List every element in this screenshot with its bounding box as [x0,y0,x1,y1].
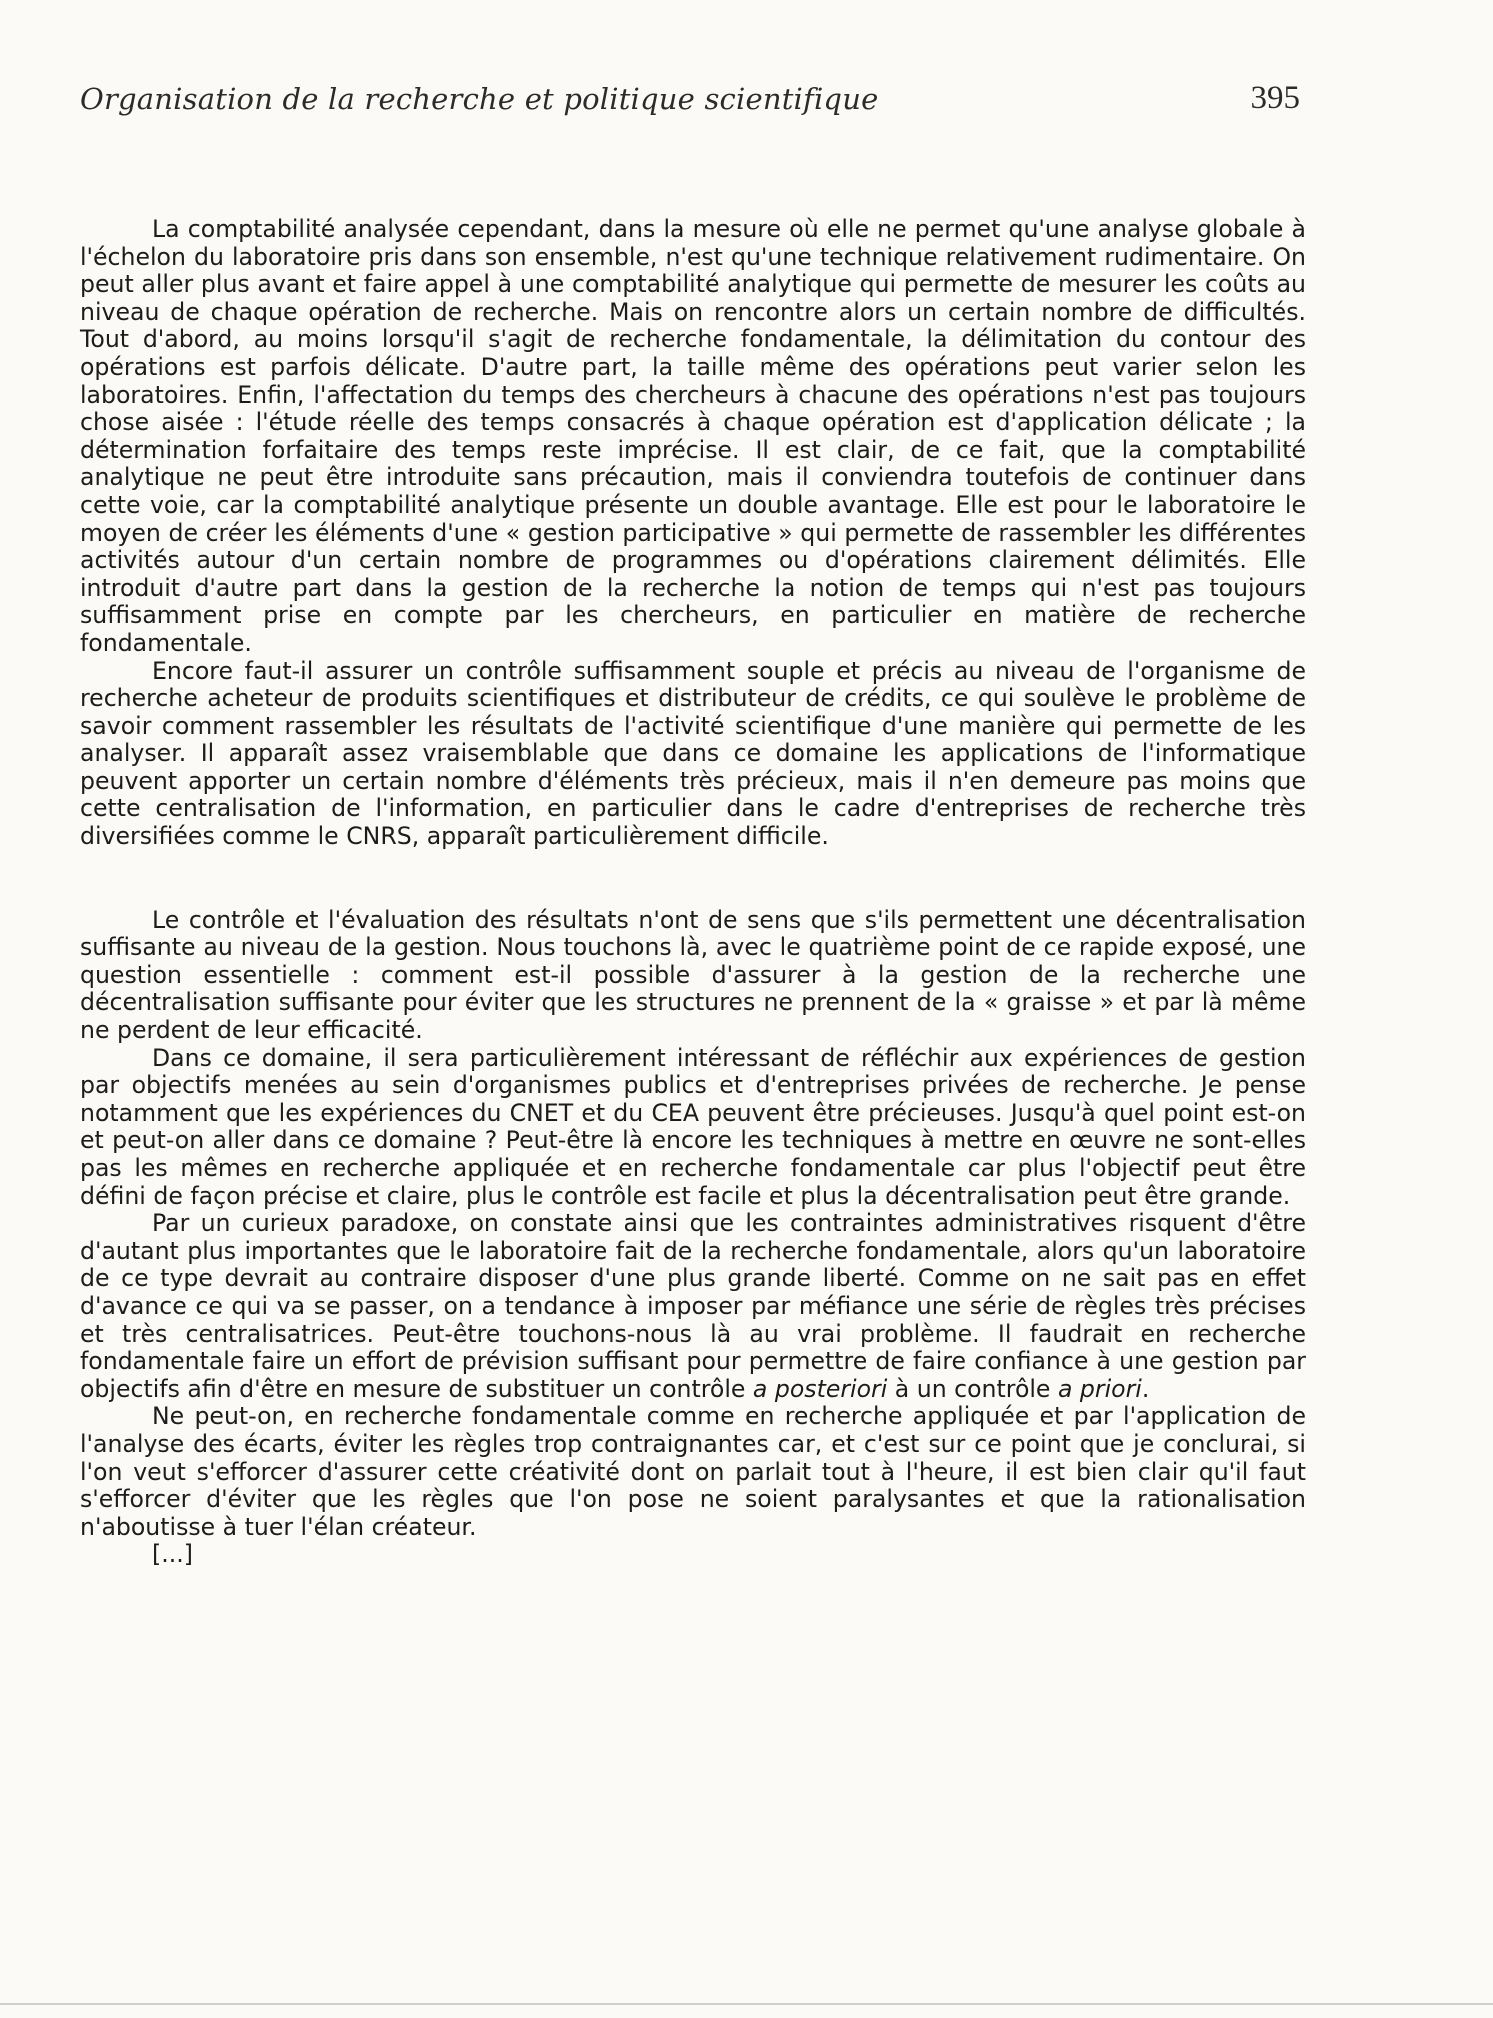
section-break [80,851,1306,907]
paragraph-decentralisation: Le contrôle et l'évaluation des résultats n'ont de sens que s'ils permettent une décentralisation suffisante au niveau de la gestion. Nous touchons là, avec le quatrième point de ce rapide exposé, une question essentielle : comment est-il possible d'assurer à la gestion de la recherche une décentralisation suffisante pour éviter que les structures ne prennent de la « graisse » et par là même ne perdent de leur efficacité. [80,905,1306,1045]
page-number: 395 [1250,80,1300,116]
page-bottom-edge [0,2003,1493,2005]
italic-a-priori: a priori [1057,1374,1142,1403]
running-title: Organisation de la recherche et politique scientifique [80,82,879,116]
running-head [80,82,1300,122]
ellipsis-marker: [...] [152,1540,193,1569]
paragraph-paradoxe [80,1210,1306,1403]
body-text [80,216,1306,1569]
paragraph-controle-organisme: Encore faut-il assurer un contrôle suffisamment souple et précis au niveau de l'organisme de recherche acheteur de produits scientifiques et distributeur de crédits, ce qui soulève le problème de savoir comment rassembler les résultats de l'activité scientifique d'une manière qui permette de les analyser. Il apparaît assez vraisemblable que dans ce domaine les applications de l'informatique peuvent apporter un certain nombre d'éléments très précieux, mais il n'en demeure pas moins que cette centralisation de l'information, en particulier dans le cadre d'entreprises de recherche très diversifiées comme le CNRS, apparaît particulièrement difficile. [80,656,1306,851]
italic-a-posteriori: a posteriori [752,1374,888,1403]
paragraph-conclusion: Ne peut-on, en recherche fondamentale comme en recherche appliquée et par l'application de l'analyse des écarts, éviter les règles trop contraignantes car, et c'est sur ce point que je conclurai, si l'on veut s'efforcer d'assurer cette créativité dont on parlait tout à l'heure, il est bien clair qu'il faut s'efforcer d'éviter que les règles que l'on pose ne soient paralysantes et que la rationalisation n'aboutisse à tuer l'élan créateur. [80,1402,1306,1541]
paradox-text-after: . [1141,1374,1150,1403]
paradox-text-before: Par un curieux paradoxe, on constate ainsi que les contraintes administratives risquent d'être d'autant plus importantes que le laboratoire fait de la recherche fondamentale, alors qu'un laboratoire de ce type devrait au contraire disposer d'une plus grande liberté. Comme on ne sait pas en effet d'avance ce qui va se passer, on a tendance à imposer par méfiance une série de règles très précises et très centralisatrices. Peut-être touchons-nous là au vrai problème. Il faudrait en recherche fondamentale faire un effort de prévision suffisant pour permettre de faire confiance à une gestion par objectifs afin d'être en mesure de substituer un contrôle [80,1209,1306,1403]
paradox-text-middle: à un contrôle [887,1374,1058,1403]
paragraph-gestion-objectifs: Dans ce domaine, il sera particulièrement intéressant de réfléchir aux expériences de gestion par objectifs menées au sein d'organismes publics et d'entreprises privées de recherche. Je pense notamment que les expériences du CNET et du CEA peuvent être précieuses. Jusqu'à quel point est-on et peut-on aller dans ce domaine ? Peut-être là encore les techniques à mettre en œuvre ne sont-elles pas les mêmes en recherche appliquée et en recherche fondamentale car plus l'objectif peut être défini de façon précise et claire, plus le contrôle est facile et plus la décentralisation peut être grande. [80,1043,1306,1210]
paragraph-comptabilite: La comptabilité analysée cependant, dans la mesure où elle ne permet qu'une analyse globale à l'échelon du laboratoire pris dans son ensemble, n'est qu'une technique relativement rudimentaire. On peut aller plus avant et faire appel à une comptabilité analytique qui permette de mesurer les coûts au niveau de chaque opération de recherche. Mais on rencontre alors un certain nombre de difficultés. Tout d'abord, au moins lorsqu'il s'agit de recherche fondamentale, la délimitation du contour des opérations est parfois délicate. D'autre part, la taille même des opérations peut varier selon les laboratoires. Enfin, l'affectation du temps des chercheurs à chacune des opérations n'est pas toujours chose aisée : l'étude réelle des temps consacrés à chaque opération est d'application délicate ; la détermination forfaitaire des temps reste imprécise. Il est clair, de ce fait, que la comptabilité analytique ne peut être introduite sans précaution, mais il conviendra toutefois de continuer dans cette voie, car la comptabilité analytique présente un double avantage. Elle est pour le laboratoire le moyen de créer les éléments d'une « gestion participative » qui permette de rassembler les différentes activités autour d'un certain nombre de programmes ou d'opérations clairement délimités. Elle introduit d'autre part dans la gestion de la recherche la notion de temps qui n'est pas toujours suffisamment prise en compte par les chercheurs, en particulier en matière de recherche fondamentale. [80,215,1306,657]
